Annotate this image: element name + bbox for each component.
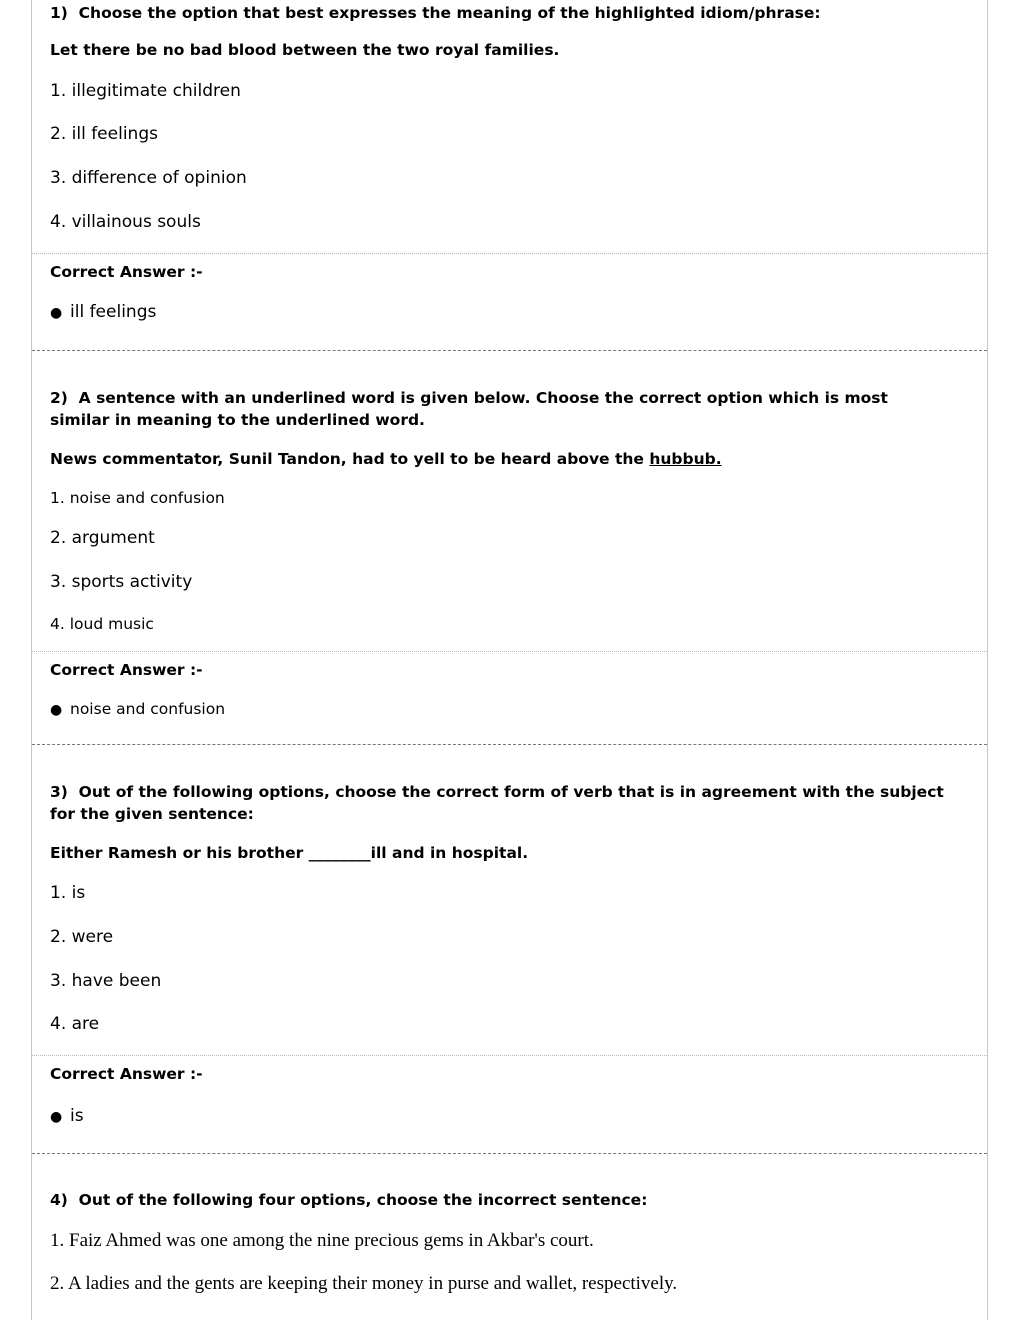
question-3-option-2: 2. were xyxy=(50,927,114,947)
question-sheet xyxy=(31,0,988,1320)
question-3-sentence: Either Ramesh or his brother ________ill and in hospital. xyxy=(50,844,529,862)
question-separator xyxy=(32,744,987,745)
question-2-answer: ● noise and confusion xyxy=(50,698,225,721)
question-separator xyxy=(32,1153,987,1154)
question-2-option-3: 3. sports activity xyxy=(50,572,193,592)
question-2-option-2: 2. argument xyxy=(50,528,155,548)
question-2-option-1: 1. noise and confusion xyxy=(50,489,225,507)
question-separator xyxy=(32,350,987,351)
question-3-option-1: 1. is xyxy=(50,883,86,903)
bullet-icon: ● xyxy=(50,305,63,321)
answer-divider xyxy=(32,1055,987,1056)
bullet-icon: ● xyxy=(50,1109,63,1125)
question-3-correct-label: Correct Answer :- xyxy=(50,1065,203,1083)
question-2-option-4: 4. loud music xyxy=(50,615,154,633)
question-1-stem: 1) Choose the option that best expresses the meaning of the highlighted idiom/phrase: xyxy=(50,4,821,22)
question-3-option-4: 4. are xyxy=(50,1014,100,1034)
answer-divider xyxy=(32,253,987,254)
question-1-option-4: 4. villainous souls xyxy=(50,212,201,232)
answer-divider xyxy=(32,651,987,652)
question-1-correct-label: Correct Answer :- xyxy=(50,263,203,281)
question-3-answer: ● is xyxy=(50,1106,84,1126)
question-2-sentence: News commentator, Sunil Tandon, had to yell to be heard above the hubbub. xyxy=(50,450,722,468)
question-1-option-3: 3. difference of opinion xyxy=(50,168,247,188)
question-1-option-2: 2. ill feelings xyxy=(50,124,158,144)
question-1-option-1: 1. illegitimate children xyxy=(50,81,241,101)
question-1-sentence: Let there be no bad blood between the two royal families. xyxy=(50,41,560,59)
question-4-option-1: 1. Faiz Ahmed was one among the nine precious gems in Akbar's court. xyxy=(50,1230,594,1251)
question-2-correct-label: Correct Answer :- xyxy=(50,661,203,679)
underlined-word: hubbub. xyxy=(649,450,722,468)
question-4-option-2: 2. A ladies and the gents are keeping their money in purse and wallet, respectively. xyxy=(50,1273,678,1294)
question-4-stem: 4) Out of the following four options, choose the incorrect sentence: xyxy=(50,1191,648,1209)
bullet-icon: ● xyxy=(50,702,63,718)
question-3-option-3: 3. have been xyxy=(50,971,162,991)
question-3-stem: 3) Out of the following options, choose the correct form of verb that is in agreement with the subject for the given sentence: xyxy=(50,783,944,823)
question-2-stem: 2) A sentence with an underlined word is given below. Choose the correct option which is most similar in meaning to the underlined word. xyxy=(50,389,888,429)
question-1-answer: ● ill feelings xyxy=(50,302,157,322)
